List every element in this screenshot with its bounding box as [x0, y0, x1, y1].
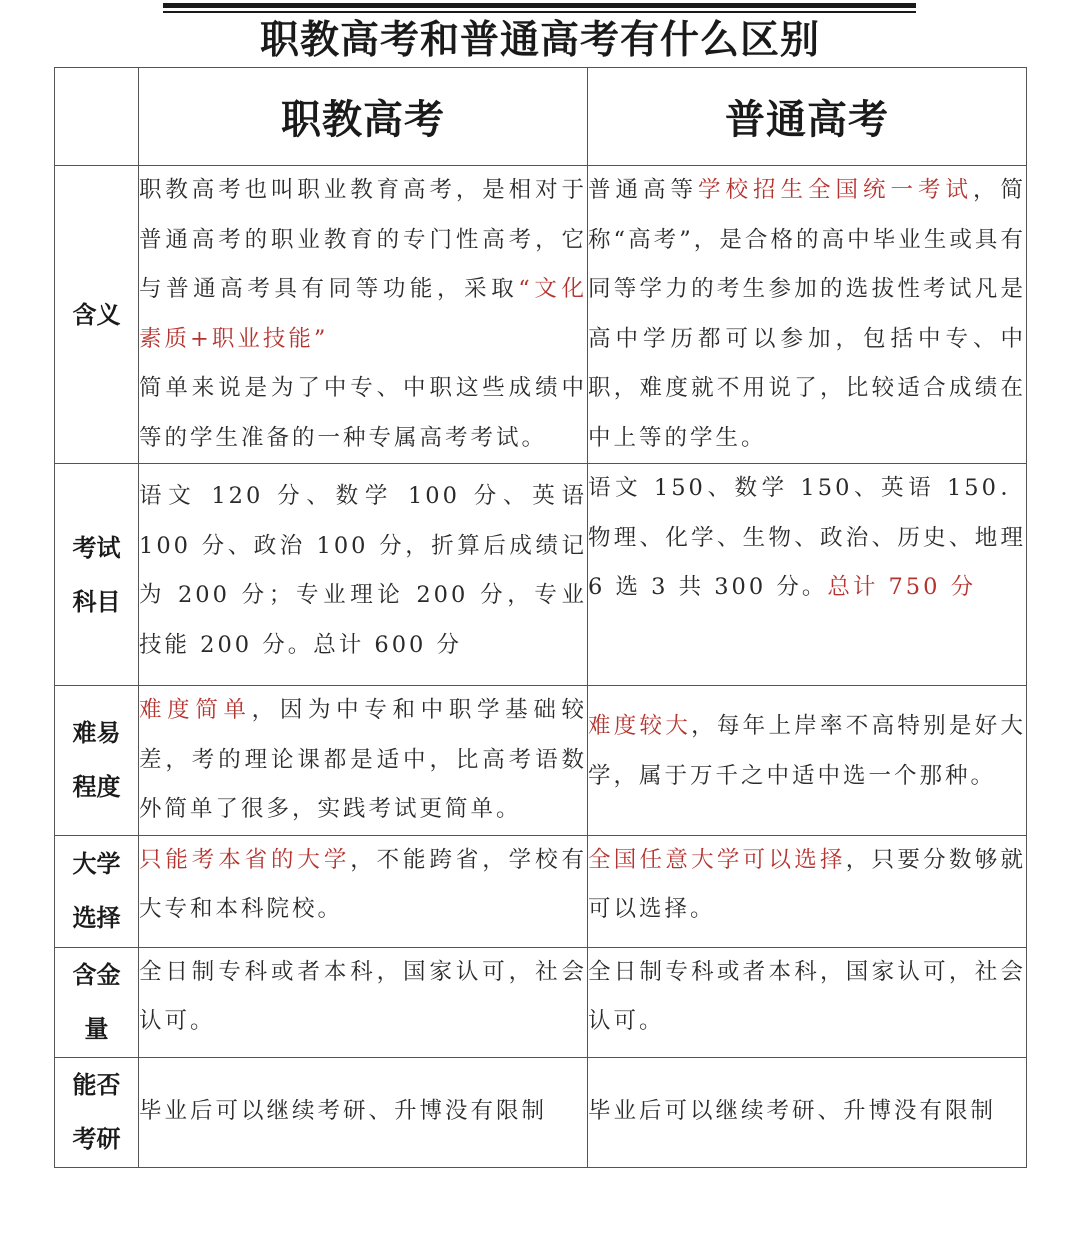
document-title: 职教高考和普通高考有什么区别	[259, 17, 820, 63]
row-label-line: 难易	[72, 719, 121, 748]
cell-text: ，简称“高考”，是合格的高中毕业生或具有同等学力的考生参加的选拔性考试凡是高中学历都可以参加，包括中专、中职，难度就不用说了，比较适合成绩在中上等的学生。	[588, 177, 1026, 451]
table-header-row	[55, 68, 1027, 166]
table-row	[55, 947, 1027, 1057]
table-row	[55, 835, 1027, 947]
cell-meaning-general	[588, 166, 1027, 464]
table-row	[55, 166, 1027, 464]
row-label-line: 考试	[72, 533, 121, 562]
highlighted-text: 总计 750 分	[827, 574, 977, 600]
table-row	[55, 1057, 1027, 1167]
highlighted-text: 学校招生全国统一考试	[698, 177, 973, 203]
row-label-meaning	[55, 166, 139, 464]
cell-difficulty-vocational	[139, 686, 588, 836]
cell-text: 简单来说是为了中专、中职这些成绩中等的学生准备的一种专属高考考试。	[139, 375, 587, 451]
table-row	[55, 464, 1027, 686]
row-label-line: 含义	[72, 300, 121, 329]
cell-text: ，只要分数够就可以选择。	[588, 846, 1026, 922]
cell-text: ，不能跨省，学校有大专和本科院校。	[139, 846, 587, 922]
row-label-line: 科目	[72, 587, 121, 616]
cell-subjects-general	[588, 464, 1027, 686]
cell-graduate-vocational	[139, 1057, 588, 1167]
cell-text: 语文 150、数学 150、英语 150．物理、化学、生物、政治、历史、地理 6 选 3 共 300 分。	[588, 475, 1026, 600]
cell-text: 毕业后可以继续考研、升博没有限制	[588, 1098, 997, 1125]
cell-text: 毕业后可以继续考研、升博没有限制	[139, 1098, 548, 1125]
header-corner-cell	[55, 68, 139, 166]
highlighted-text: “文化素质+职业技能”	[139, 276, 587, 352]
highlighted-text: 全国任意大学可以选择	[588, 846, 846, 873]
row-label-line: 量	[84, 1015, 109, 1043]
row-label-subjects	[55, 464, 139, 686]
row-label-line: 含金	[72, 961, 121, 989]
cell-university-vocational	[139, 835, 588, 947]
row-label-graduate-study	[55, 1057, 139, 1167]
row-label-difficulty	[55, 686, 139, 836]
row-label-value	[55, 947, 139, 1057]
top-double-rule-thin	[163, 11, 916, 13]
table-row	[55, 686, 1027, 836]
cell-text: 语文 120 分、数学 100 分、英语 100 分、政治 100 分，折算后成绩记为 200 分；专业理论 200 分，专业技能 200 分。总计 600 分	[139, 483, 588, 658]
row-label-line: 能否	[72, 1071, 121, 1099]
cell-subjects-vocational	[139, 464, 588, 686]
cell-graduate-general	[588, 1057, 1027, 1167]
cell-text: 职教高考也叫职业教育高考，是相对于普通高考的职业教育的专门性高考，它与普通高考具有同等功能，采取	[139, 177, 587, 302]
cell-difficulty-general	[588, 686, 1027, 836]
cell-text: 普通高等	[588, 177, 698, 203]
cell-value-general	[588, 947, 1027, 1057]
comparison-table	[54, 67, 1027, 1168]
row-label-line: 大学	[72, 850, 121, 878]
highlighted-text: 难度简单	[139, 697, 252, 723]
header-vocational-exam: 职教高考	[139, 68, 588, 166]
cell-text: 全日制专科或者本科，国家认可，社会认可。	[588, 958, 1026, 1034]
cell-value-vocational	[139, 947, 588, 1057]
top-double-rule-thick	[163, 3, 916, 8]
header-general-exam: 普通高考	[588, 68, 1027, 166]
cell-text: 全日制专科或者本科，国家认可，社会认可。	[139, 958, 587, 1034]
cell-text: ，每年上岸率不高特别是好大学，属于万千之中适中选一个那种。	[588, 713, 1026, 789]
highlighted-text: 只能考本省的大学	[139, 846, 351, 873]
highlighted-text: 难度较大	[588, 713, 692, 739]
row-label-line: 程度	[72, 773, 121, 802]
cell-university-general	[588, 835, 1027, 947]
cell-meaning-vocational	[139, 166, 588, 464]
cell-text: ，因为中专和中职学基础较差，考的理论课都是适中，比高考语数外简单了很多，实践考试更简单。	[139, 697, 587, 822]
row-label-university-choice	[55, 835, 139, 947]
row-label-line: 选择	[72, 904, 121, 932]
row-label-line: 考研	[72, 1125, 121, 1153]
